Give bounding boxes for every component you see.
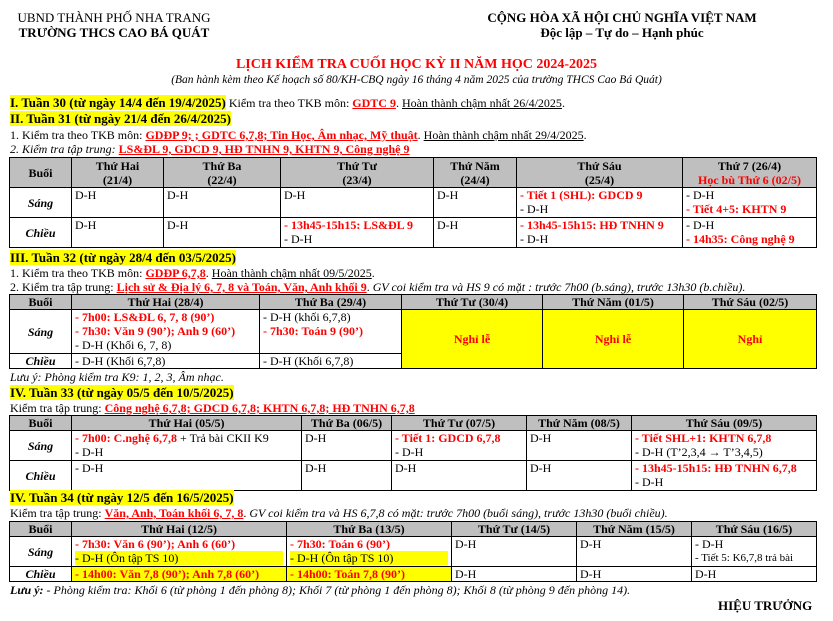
week33-table: Buổi Thứ Hai (05/5) Thứ Ba (06/5) Thứ Tư (07/5) Thứ Năm (08/5) Thứ Sáu (09/5) Sáng - 7h00: C.nghệ 6,7,8 + Trả bài CKII K9 - D-H D-H - Tiết 1: GDCD 6,7,8 - D-H D-H - Tiết SHL+1: KHTN 6,7,8 - D-H (T’2,3,4 → T’3,4,5) Chiều - D-H D-H D-H D-H - 13h45-15h15: HĐ TNHN 6,7,8 - D-H: [9, 415, 817, 491]
table-row: Sáng D-H D-H D-H D-H - Tiết 1 (SHL): GDCD 9 - D-H - D-H - Tiết 4+5: KHTN 9: [10, 188, 817, 218]
week32-table: Buổi Thứ Hai (28/4) Thứ Ba (29/4) Thứ Tư (30/4) Thứ Năm (01/5) Thứ Sáu (02/5) Sáng - 7h00: LS&ĐL 6, 7, 8 (90’) - 7h30: Văn 9 (90’); Anh 9 (60’) - D-H (Khối 6, 7, 8) - D-H (khối 6,7,8) - 7h30: Toán 9 (90’) Nghỉ lễ Nghỉ lễ Nghỉ Chiều - D-H (Khối 6,7,8) - D-H (Khối 6,7,8): [9, 294, 817, 369]
table-row: Sáng - 7h00: LS&ĐL 6, 7, 8 (90’) - 7h30: Văn 9 (90’); Anh 9 (60’) - D-H (Khối 6, 7, 8) - D-H (khối 6,7,8) - 7h30: Toán 9 (90’) Nghỉ lễ Nghỉ lễ Nghỉ: [10, 310, 817, 354]
week32-line1: 1. Kiểm tra theo TKB môn: GDĐP 6,7,8. Hoàn thành chậm nhất 09/5/2025.: [10, 266, 375, 280]
week31-line2: 2. Kiểm tra tập trung: LS&ĐL 9, GDCD 9, HĐ TNHN 9, KHTN 9, Công nghệ 9: [10, 142, 410, 156]
week34-line1: Kiểm tra tập trung: Văn, Anh, Toán khối 6, 7, 8. GV coi kiểm tra và HS 6,7,8 có mặt: trước 7h00 (buổi sáng), trước 13h30 (buổi chiều).: [10, 506, 668, 520]
week34-table: Buổi Thứ Hai (12/5) Thứ Ba (13/5) Thứ Tư (14/5) Thứ Năm (15/5) Thứ Sáu (16/5) Sáng - 7h30: Văn 6 (90’); Anh 6 (60’) - D-H (Ôn tập TS 10) - 7h30: Toán 6 (90’) - D-H (Ôn tập TS 10) D-H D-H - D-H - Tiết 5: K6,7,8 trả bài Chiều - 14h00: Văn 7,8 (90’); Anh 7,8 (60’) - 14h00: Toán 7,8 (90’) D-H D-H D-H: [9, 521, 817, 582]
table-row: Chiều - 14h00: Văn 7,8 (90’); Anh 7,8 (60’) - 14h00: Toán 7,8 (90’) D-H D-H D-H: [10, 567, 817, 582]
week30-deadline: Hoàn thành chậm nhất 26/4/2025: [401, 96, 562, 110]
col-header: Buổi: [10, 158, 72, 188]
col-header: Thứ 7 (26/4) Học bù Thứ 6 (02/5): [683, 158, 817, 188]
table-row: Chiều - D-H (Khối 6,7,8) - D-H (Khối 6,7,8): [10, 354, 817, 369]
week30-line: I. Tuần 30 (từ ngày 14/4 đến 19/4/2025) Kiểm tra theo TKB môn: GDTC 9. Hoàn thành chậm nhất 26/4/2025.: [10, 95, 565, 110]
nation-line2: Độc lập – Tự do – Hạnh phúc: [540, 25, 704, 40]
table-row: Chiều D-H D-H - 13h45-15h15: LS&ĐL 9 - D-H D-H - 13h45-15h15: HĐ TNHN 9 - D-H - D-H - 14h35: Công nghệ 9: [10, 218, 817, 248]
week33-line1: Kiểm tra tập trung: Công nghệ 6,7,8; GDCD 6,7,8; KHTN 6,7,8; HĐ TNHN 6,7,8: [10, 401, 415, 415]
col-header: Thứ Hai (21/4): [72, 158, 164, 188]
col-header: Thứ Tư (23/4): [281, 158, 434, 188]
nation-line1: CỘNG HÒA XÃ HỘI CHỦ NGHĨA VIỆT NAM: [487, 10, 757, 25]
week32-heading: III. Tuần 32 (từ ngày 28/4 đến 03/5/2025): [10, 250, 236, 265]
footer-note: Lưu ý: - Phòng kiểm tra: Khối 6 (từ phòng 1 đến phòng 8); Khối 7 (từ phòng 1 đến phòng 8); Khối 8 (từ phòng 9 đến phòng 14).: [10, 583, 631, 597]
week32-line2: 2. Kiểm tra tập trung: Lịch sử & Địa lý 6, 7, 8 và Toán, Văn, Anh khối 9. GV coi kiểm tra và HS 9 có mặt : trước 7h00 (b.sáng), trước 13h30 (b.chiều).: [10, 280, 746, 294]
page-title: LỊCH KIỂM TRA CUỐI HỌC KỲ II NĂM HỌC 2024-2025: [235, 57, 598, 72]
holiday-cell: Nghỉ lễ: [402, 310, 543, 369]
org-line1: UBND THÀNH PHỐ NHA TRANG: [17, 10, 211, 25]
org-block: [14, 10, 214, 40]
week30-subject: GDTC 9: [352, 96, 396, 110]
page-subtitle: (Ban hành kèm theo Kế hoạch số 80/KH-CBQ ngày 16 tháng 4 năm 2025 của trường THCS Cao Bá Quát): [171, 74, 662, 86]
signature-title: HIỆU TRƯỞNG: [718, 598, 813, 613]
org-line2: TRƯỜNG THCS CAO BÁ QUÁT: [18, 25, 210, 40]
nation-block: [472, 10, 772, 40]
week31-heading: II. Tuần 31 (từ ngày 21/4 đến 26/4/2025): [10, 111, 231, 126]
holiday-cell: Nghỉ lễ: [543, 310, 684, 369]
week31-table: [9, 157, 817, 248]
table-row: Sáng - 7h00: C.nghệ 6,7,8 + Trả bài CKII K9 - D-H D-H - Tiết 1: GDCD 6,7,8 - D-H D-H - Tiết SHL+1: KHTN 6,7,8 - D-H (T’2,3,4 → T’3,4,5): [10, 431, 817, 461]
week30-heading: I. Tuần 30 (từ ngày 14/4 đến 19/4/2025): [10, 95, 226, 110]
col-header: Thứ Sáu (25/4): [517, 158, 683, 188]
table-row: Sáng - 7h30: Văn 6 (90’); Anh 6 (60’) - D-H (Ôn tập TS 10) - 7h30: Toán 6 (90’) - D-H (Ôn tập TS 10) D-H D-H - D-H - Tiết 5: K6,7,8 trả bài: [10, 537, 817, 567]
week31-line1: 1. Kiểm tra theo TKB môn: GDĐP 9; ; GDTC 6,7,8; Tin Học, Âm nhạc, Mỹ thuật. Hoàn thành chậm nhất 29/4/2025.: [10, 128, 587, 142]
week33-heading: IV. Tuần 33 (từ ngày 05/5 đến 10/5/2025): [10, 385, 234, 400]
col-header: Thứ Ba (22/4): [164, 158, 281, 188]
week34-heading: IV. Tuần 34 (từ ngày 12/5 đến 16/5/2025): [10, 490, 234, 505]
holiday-cell: Nghỉ: [684, 310, 817, 369]
table-row: Chiều - D-H D-H D-H D-H - 13h45-15h15: HĐ TNHN 6,7,8 - D-H: [10, 461, 817, 491]
col-header: Thứ Năm (24/4): [434, 158, 517, 188]
week32-note: Lưu ý: Phòng kiểm tra K9: 1, 2, 3, Âm nhạc.: [10, 370, 224, 384]
